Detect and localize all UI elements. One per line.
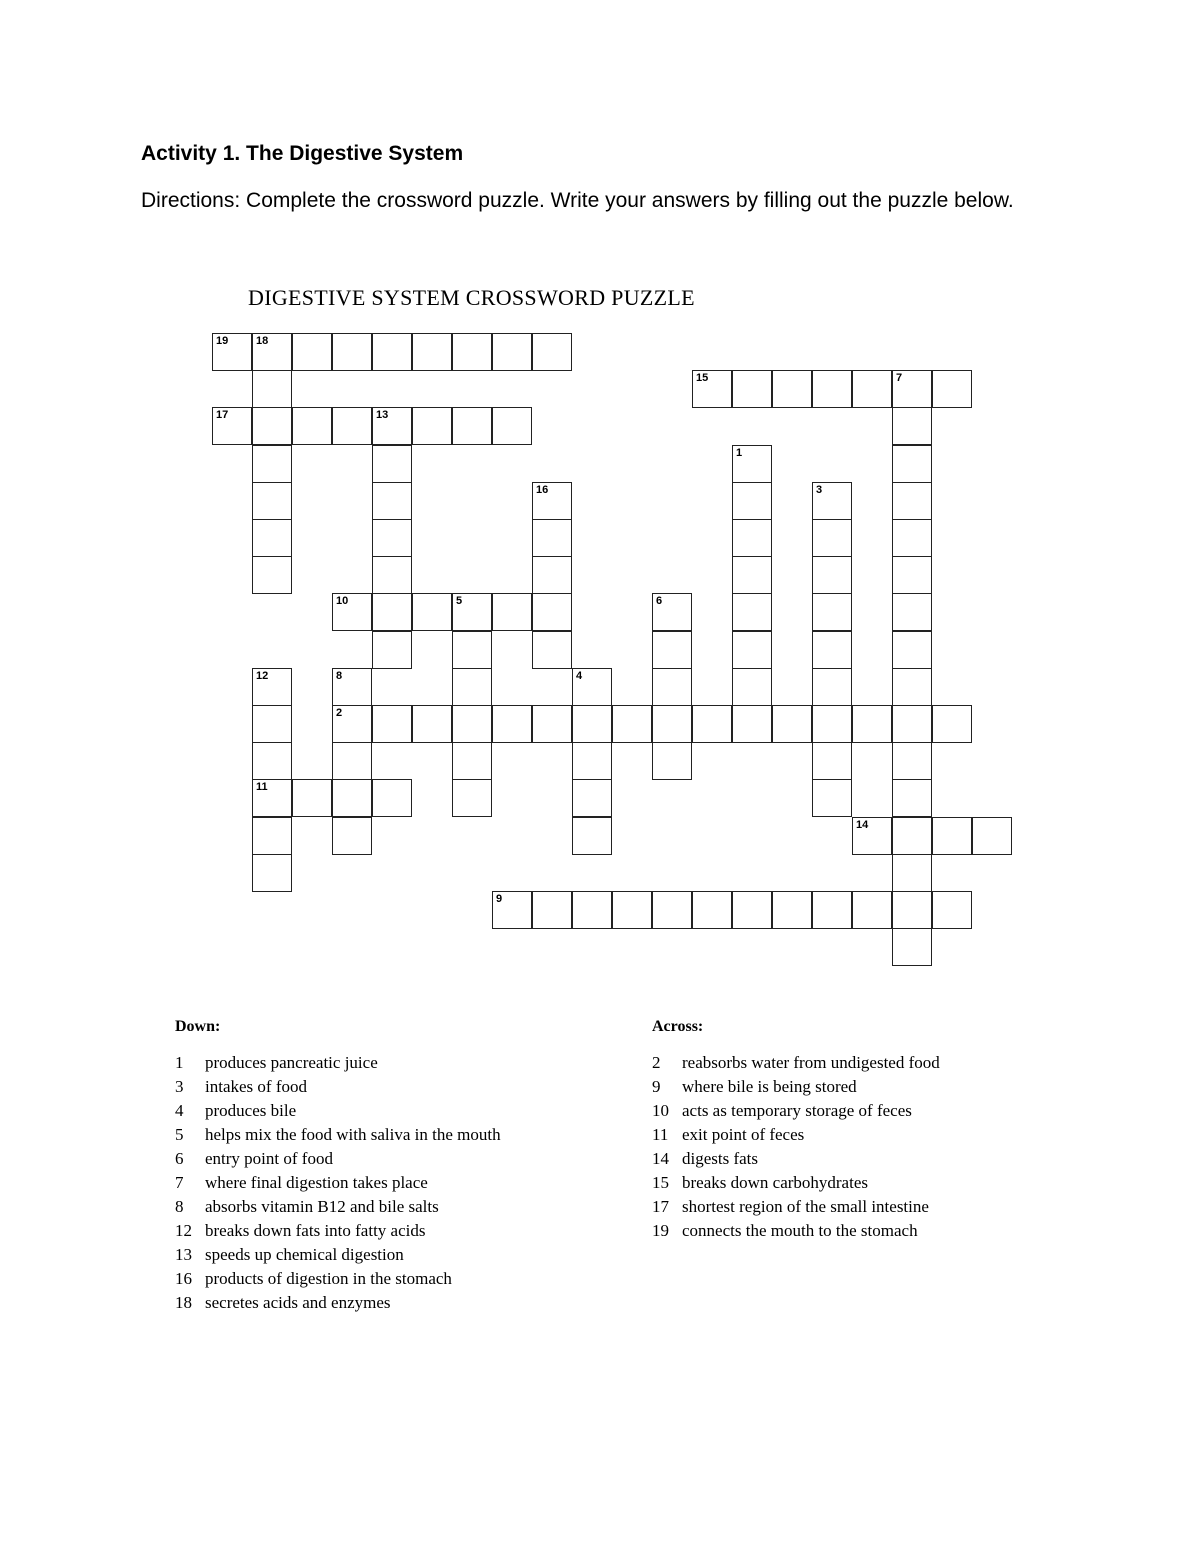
down-clue-1 xyxy=(175,1051,501,1075)
clue-number: 5 xyxy=(456,595,463,607)
grid-cell[interactable] xyxy=(892,817,932,855)
grid-cell[interactable] xyxy=(452,668,492,706)
grid-cell[interactable] xyxy=(652,668,692,706)
grid-cell[interactable] xyxy=(652,891,692,929)
down-clue-3 xyxy=(175,1075,501,1099)
clue-number: 9 xyxy=(496,893,503,905)
grid-cell[interactable] xyxy=(332,817,372,855)
grid-cell[interactable] xyxy=(652,742,692,780)
grid-cell[interactable] xyxy=(732,519,772,557)
grid-cell[interactable] xyxy=(732,668,772,706)
grid-cell[interactable] xyxy=(652,705,692,743)
clue-text: digests fats xyxy=(682,1149,759,1168)
clue-number: 17 xyxy=(652,1197,669,1216)
grid-cell[interactable] xyxy=(412,333,452,371)
clue-text: helps mix the food with saliva in the mouth xyxy=(205,1125,501,1144)
grid-cell[interactable] xyxy=(852,891,892,929)
down-clue-12 xyxy=(175,1219,501,1243)
grid-cell[interactable] xyxy=(572,742,612,780)
clue-number: 3 xyxy=(816,484,823,496)
down-clue-6 xyxy=(175,1147,501,1171)
across-clue-19 xyxy=(652,1219,940,1243)
grid-cell[interactable] xyxy=(372,631,412,669)
across-clue-17 xyxy=(652,1195,940,1219)
clue-text: where final digestion takes place xyxy=(205,1173,428,1192)
clue-number: 1 xyxy=(175,1053,184,1072)
grid-cell[interactable] xyxy=(932,817,972,855)
grid-cell[interactable] xyxy=(812,705,852,743)
grid-cell[interactable] xyxy=(412,593,452,631)
grid-cell[interactable] xyxy=(812,742,852,780)
grid-cell[interactable] xyxy=(332,668,372,706)
grid-cell[interactable] xyxy=(932,891,972,929)
grid-cell[interactable] xyxy=(372,407,412,445)
grid-cell[interactable] xyxy=(532,333,572,371)
grid-cell[interactable] xyxy=(572,891,612,929)
grid-cell[interactable] xyxy=(212,333,252,371)
grid-cell[interactable] xyxy=(252,482,292,520)
grid-cell[interactable] xyxy=(252,854,292,892)
clue-text: produces pancreatic juice xyxy=(205,1053,378,1072)
grid-cell[interactable] xyxy=(252,407,292,445)
clue-number: 7 xyxy=(896,372,903,384)
down-clue-18 xyxy=(175,1291,501,1315)
grid-cell[interactable] xyxy=(892,891,932,929)
grid-cell[interactable] xyxy=(412,407,452,445)
grid-cell[interactable] xyxy=(852,370,892,408)
directions-text: Directions: Complete the crossword puzzle. Write your answers by filling out the puzzle below. xyxy=(141,189,1014,212)
grid-cell[interactable] xyxy=(412,705,452,743)
clue-number: 13 xyxy=(175,1245,192,1264)
across-clue-list xyxy=(652,1051,940,1243)
grid-cell[interactable] xyxy=(532,593,572,631)
grid-cell[interactable] xyxy=(732,445,772,483)
clue-number: 13 xyxy=(376,409,389,421)
grid-cell[interactable] xyxy=(892,407,932,445)
grid-cell[interactable] xyxy=(612,705,652,743)
grid-cell[interactable] xyxy=(972,817,1012,855)
clue-number: 14 xyxy=(652,1149,669,1168)
down-clue-8 xyxy=(175,1195,501,1219)
clue-text: speeds up chemical digestion xyxy=(205,1245,404,1264)
down-clue-5 xyxy=(175,1123,501,1147)
grid-cell[interactable] xyxy=(812,891,852,929)
grid-cell[interactable] xyxy=(252,333,292,371)
grid-cell[interactable] xyxy=(572,817,612,855)
grid-cell[interactable] xyxy=(532,705,572,743)
grid-cell[interactable] xyxy=(252,779,292,817)
grid-cell[interactable] xyxy=(812,593,852,631)
clue-number: 12 xyxy=(256,670,269,682)
grid-cell[interactable] xyxy=(252,817,292,855)
grid-cell[interactable] xyxy=(892,593,932,631)
grid-cell[interactable] xyxy=(892,854,932,892)
grid-cell[interactable] xyxy=(932,370,972,408)
grid-cell[interactable] xyxy=(532,482,572,520)
grid-cell[interactable] xyxy=(252,705,292,743)
grid-cell[interactable] xyxy=(292,333,332,371)
clue-number: 8 xyxy=(175,1197,184,1216)
clue-number: 10 xyxy=(652,1101,669,1120)
clue-text: absorbs vitamin B12 and bile salts xyxy=(205,1197,439,1216)
down-clue-16 xyxy=(175,1267,501,1291)
clue-number: 10 xyxy=(336,595,349,607)
grid-cell[interactable] xyxy=(532,519,572,557)
grid-cell[interactable] xyxy=(812,631,852,669)
grid-cell[interactable] xyxy=(492,333,532,371)
grid-cell[interactable] xyxy=(332,333,372,371)
clue-number: 16 xyxy=(175,1269,192,1288)
grid-cell[interactable] xyxy=(372,519,412,557)
grid-cell[interactable] xyxy=(732,370,772,408)
grid-cell[interactable] xyxy=(852,817,892,855)
grid-cell[interactable] xyxy=(572,668,612,706)
grid-cell[interactable] xyxy=(452,407,492,445)
grid-cell[interactable] xyxy=(452,333,492,371)
clue-text: shortest region of the small intestine xyxy=(682,1197,929,1216)
grid-cell[interactable] xyxy=(932,705,972,743)
grid-cell[interactable] xyxy=(892,928,932,966)
grid-cell[interactable] xyxy=(892,631,932,669)
grid-cell[interactable] xyxy=(332,705,372,743)
grid-cell[interactable] xyxy=(692,705,732,743)
grid-cell[interactable] xyxy=(452,631,492,669)
grid-cell[interactable] xyxy=(892,742,932,780)
grid-cell[interactable] xyxy=(892,779,932,817)
clue-text: entry point of food xyxy=(205,1149,333,1168)
across-heading: Across: xyxy=(652,1018,704,1035)
down-clue-list xyxy=(175,1051,501,1315)
grid-cell[interactable] xyxy=(692,891,732,929)
grid-cell[interactable] xyxy=(732,891,772,929)
clue-number: 18 xyxy=(175,1293,192,1312)
clue-text: products of digestion in the stomach xyxy=(205,1269,452,1288)
grid-cell[interactable] xyxy=(772,891,812,929)
grid-cell[interactable] xyxy=(332,593,372,631)
across-clue-2 xyxy=(652,1051,940,1075)
clue-number: 12 xyxy=(175,1221,192,1240)
clue-text: exit point of feces xyxy=(682,1125,805,1144)
clue-number: 16 xyxy=(536,484,549,496)
grid-cell[interactable] xyxy=(292,779,332,817)
clue-number: 19 xyxy=(652,1221,669,1240)
clue-text: produces bile xyxy=(205,1101,297,1120)
grid-cell[interactable] xyxy=(452,705,492,743)
grid-cell[interactable] xyxy=(692,370,732,408)
clue-number: 8 xyxy=(336,670,343,682)
grid-cell[interactable] xyxy=(372,333,412,371)
grid-cell[interactable] xyxy=(652,631,692,669)
grid-cell[interactable] xyxy=(892,482,932,520)
clue-number: 17 xyxy=(216,409,229,421)
clue-number: 19 xyxy=(216,335,229,347)
grid-cell[interactable] xyxy=(372,482,412,520)
grid-cell[interactable] xyxy=(812,779,852,817)
clue-text: where bile is being stored xyxy=(682,1077,857,1096)
clue-number: 7 xyxy=(175,1173,184,1192)
crossword-grid xyxy=(212,333,1012,933)
grid-cell[interactable] xyxy=(452,593,492,631)
grid-cell[interactable] xyxy=(492,593,532,631)
grid-cell[interactable] xyxy=(372,556,412,594)
grid-cell[interactable] xyxy=(812,370,852,408)
across-clue-10 xyxy=(652,1099,940,1123)
across-clue-14 xyxy=(652,1147,940,1171)
grid-cell[interactable] xyxy=(812,668,852,706)
grid-cell[interactable] xyxy=(532,631,572,669)
grid-cell[interactable] xyxy=(372,779,412,817)
grid-cell[interactable] xyxy=(652,593,692,631)
grid-cell[interactable] xyxy=(332,779,372,817)
grid-cell[interactable] xyxy=(252,519,292,557)
grid-cell[interactable] xyxy=(732,631,772,669)
grid-cell[interactable] xyxy=(212,407,252,445)
puzzle-title: DIGESTIVE SYSTEM CROSSWORD PUZZLE xyxy=(248,285,695,310)
grid-cell[interactable] xyxy=(612,891,652,929)
across-clue-15 xyxy=(652,1171,940,1195)
grid-cell[interactable] xyxy=(252,445,292,483)
grid-cell[interactable] xyxy=(332,407,372,445)
clue-number: 4 xyxy=(576,670,583,682)
clue-number: 14 xyxy=(856,819,869,831)
clue-number: 11 xyxy=(256,781,268,793)
grid-cell[interactable] xyxy=(372,593,412,631)
grid-cell[interactable] xyxy=(572,705,612,743)
clue-number: 2 xyxy=(336,707,343,719)
grid-cell[interactable] xyxy=(372,705,412,743)
grid-cell[interactable] xyxy=(892,668,932,706)
grid-cell[interactable] xyxy=(572,779,612,817)
grid-cell[interactable] xyxy=(292,407,332,445)
down-heading: Down: xyxy=(175,1018,221,1035)
grid-cell[interactable] xyxy=(772,705,812,743)
clue-text: reabsorbs water from undigested food xyxy=(682,1053,940,1072)
grid-cell[interactable] xyxy=(452,779,492,817)
clue-number: 6 xyxy=(175,1149,184,1168)
activity-title: Activity 1. The Digestive System xyxy=(141,142,464,165)
grid-cell[interactable] xyxy=(892,519,932,557)
grid-cell[interactable] xyxy=(812,482,852,520)
clue-text: breaks down carbohydrates xyxy=(682,1173,868,1192)
clue-number: 4 xyxy=(175,1101,184,1120)
grid-cell[interactable] xyxy=(372,445,412,483)
grid-cell[interactable] xyxy=(492,891,532,929)
grid-cell[interactable] xyxy=(252,556,292,594)
grid-cell[interactable] xyxy=(892,370,932,408)
clue-number: 2 xyxy=(652,1053,661,1072)
grid-cell[interactable] xyxy=(732,482,772,520)
grid-cell[interactable] xyxy=(532,556,572,594)
down-clue-7 xyxy=(175,1171,501,1195)
clue-number: 15 xyxy=(696,372,709,384)
grid-cell[interactable] xyxy=(452,742,492,780)
grid-cell[interactable] xyxy=(892,705,932,743)
clue-number: 6 xyxy=(656,595,663,607)
grid-cell[interactable] xyxy=(252,370,292,408)
grid-cell[interactable] xyxy=(252,742,292,780)
clue-text: breaks down fats into fatty acids xyxy=(205,1221,426,1240)
clue-number: 5 xyxy=(175,1125,184,1144)
grid-cell[interactable] xyxy=(812,519,852,557)
clue-number: 11 xyxy=(652,1125,669,1144)
clue-number: 1 xyxy=(736,447,743,459)
grid-cell[interactable] xyxy=(732,556,772,594)
grid-cell[interactable] xyxy=(892,445,932,483)
clue-number: 9 xyxy=(652,1077,661,1096)
grid-cell[interactable] xyxy=(492,705,532,743)
grid-cell[interactable] xyxy=(772,370,812,408)
down-clue-4 xyxy=(175,1099,501,1123)
clue-number: 18 xyxy=(256,335,269,347)
down-clue-13 xyxy=(175,1243,501,1267)
grid-cell[interactable] xyxy=(732,705,772,743)
grid-cell[interactable] xyxy=(732,593,772,631)
clue-number: 3 xyxy=(175,1077,184,1096)
clue-number: 15 xyxy=(652,1173,669,1192)
grid-cell[interactable] xyxy=(892,556,932,594)
grid-cell[interactable] xyxy=(852,705,892,743)
grid-cell[interactable] xyxy=(812,556,852,594)
grid-cell[interactable] xyxy=(492,407,532,445)
clue-text: intakes of food xyxy=(205,1077,307,1096)
grid-cell[interactable] xyxy=(532,891,572,929)
grid-cell[interactable] xyxy=(332,742,372,780)
across-clue-11 xyxy=(652,1123,940,1147)
grid-cell[interactable] xyxy=(252,668,292,706)
clue-text: acts as temporary storage of feces xyxy=(682,1101,912,1120)
across-clue-9 xyxy=(652,1075,940,1099)
clue-text: connects the mouth to the stomach xyxy=(682,1221,918,1240)
clue-text: secretes acids and enzymes xyxy=(205,1293,391,1312)
